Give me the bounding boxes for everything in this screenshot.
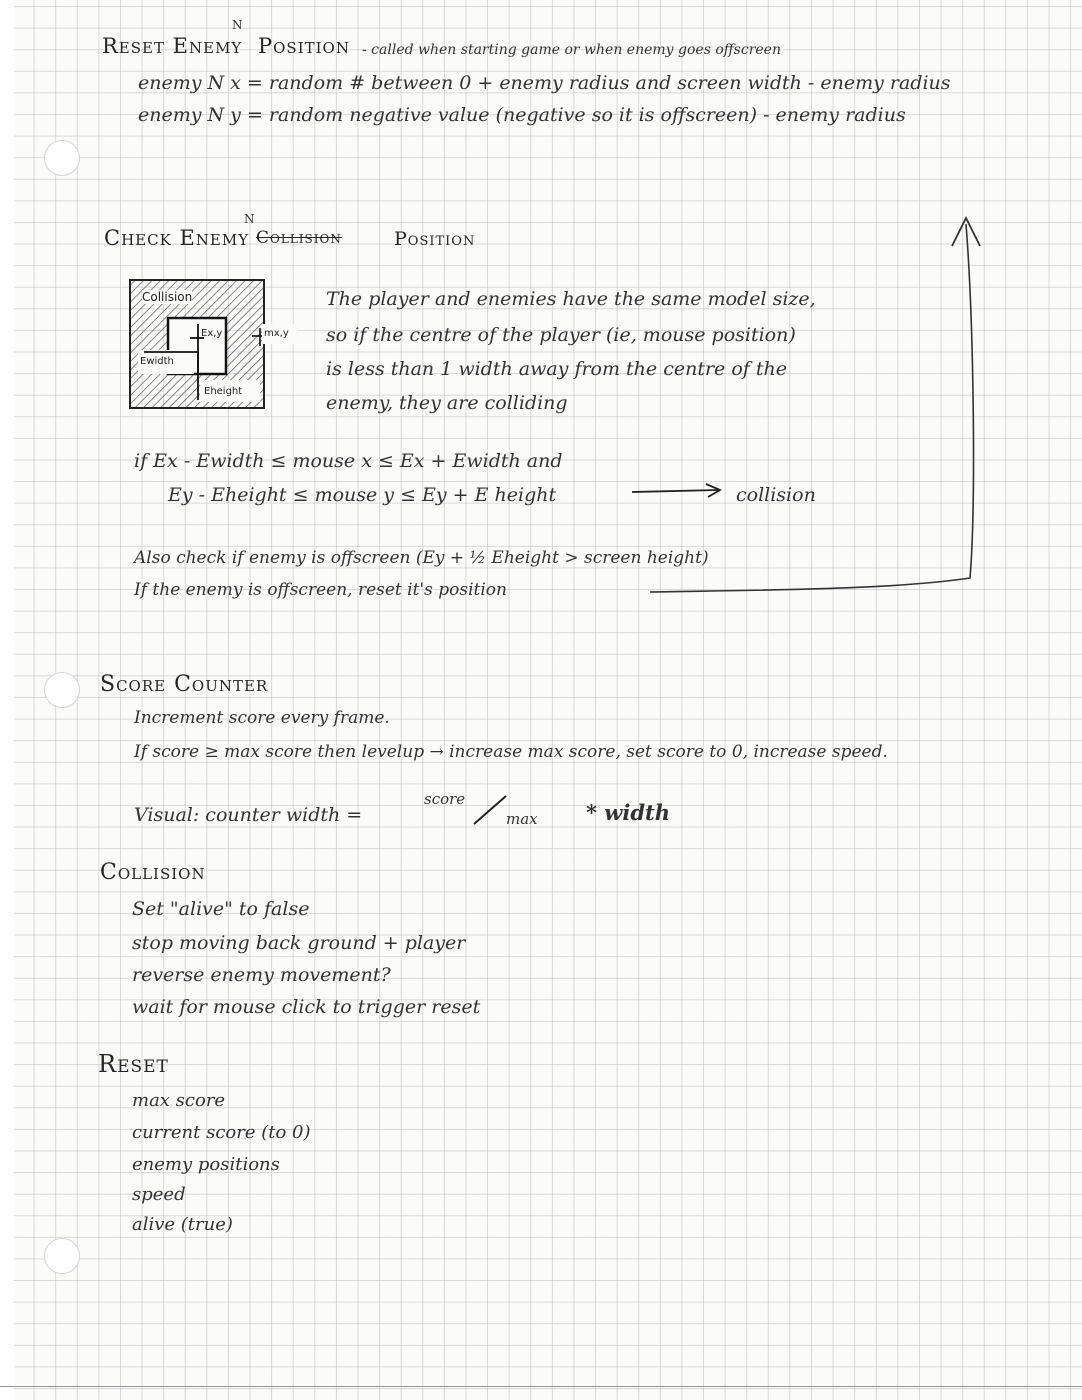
text-line: alive (true): [132, 1214, 233, 1235]
section-heading: Reset: [98, 1050, 169, 1078]
page-margin: [0, 0, 14, 1400]
fraction-denominator: max: [506, 810, 538, 828]
condition-line: Ey - Eheight ≤ mouse y ≤ Ey + E height: [168, 484, 557, 506]
text-line: speed: [132, 1184, 186, 1205]
text-line: enemy positions: [132, 1154, 280, 1175]
heading-superscript: N: [244, 212, 255, 226]
text-line: enemy, they are colliding: [326, 392, 568, 414]
text-line: enemy N x = random # between 0 + enemy radius and screen width - enemy radius: [138, 72, 951, 94]
diagram-label-ewidth: Ewidth: [140, 356, 174, 367]
text-line: wait for mouse click to trigger reset: [132, 996, 481, 1018]
text-line: Also check if enemy is offscreen (Ey + ½ Eheight > screen height): [134, 548, 709, 568]
section-note: - called when starting game or when enemy goes offscreen: [362, 42, 781, 58]
section-heading: Collision: [100, 860, 206, 885]
formula-suffix: * width: [586, 800, 670, 825]
punch-hole: [44, 140, 80, 176]
fraction-slash-icon: [470, 790, 510, 830]
text-line: Set "alive" to false: [132, 898, 310, 920]
diagram-label-mxy: mx,y: [264, 328, 289, 339]
text-line: The player and enemies have the same model size,: [326, 288, 816, 310]
condition-line: if Ex - Ewidth ≤ mouse x ≤ Ex + Ewidth and: [134, 450, 563, 472]
section-heading: Reset Enemy: [102, 34, 243, 58]
section-heading-tail: Position: [258, 34, 350, 58]
heading-superscript: N: [232, 18, 243, 32]
text-line: so if the centre of the player (ie, mouse position): [326, 324, 796, 346]
text-line: Increment score every frame.: [134, 708, 390, 728]
section-heading: Check Enemy: [104, 226, 250, 250]
text-line: current score (to 0): [132, 1122, 311, 1143]
loop-arrow-icon: [640, 206, 1000, 606]
diagram-label-exy: Ex,y: [201, 328, 223, 339]
text-line: enemy N y = random negative value (negative so it is offscreen) - enemy radius: [138, 104, 906, 126]
text-line: reverse enemy movement?: [132, 964, 391, 986]
section-heading: Score Counter: [100, 672, 269, 697]
diagram-label-eheight: Eheight: [204, 386, 243, 397]
punch-hole: [44, 1238, 80, 1274]
formula-prefix: Visual: counter width =: [134, 804, 363, 826]
text-line: max score: [132, 1090, 226, 1111]
heading-struck-word: Collision: [256, 228, 342, 248]
section-heading-tail: Position: [394, 228, 476, 250]
text-line: If the enemy is offscreen, reset it's position: [134, 580, 507, 600]
fraction-numerator: score: [424, 790, 466, 808]
page-bottom-edge: [0, 1386, 1082, 1387]
text-line: is less than 1 width away from the centre of the: [326, 358, 787, 380]
text-line: If score ≥ max score then levelup → increase max score, set score to 0, increase speed.: [134, 742, 888, 762]
collision-result: collision: [736, 484, 816, 506]
text-line: stop moving back ground + player: [132, 932, 466, 954]
punch-hole: [44, 672, 80, 708]
diagram-label-collision: Collision: [142, 290, 193, 304]
